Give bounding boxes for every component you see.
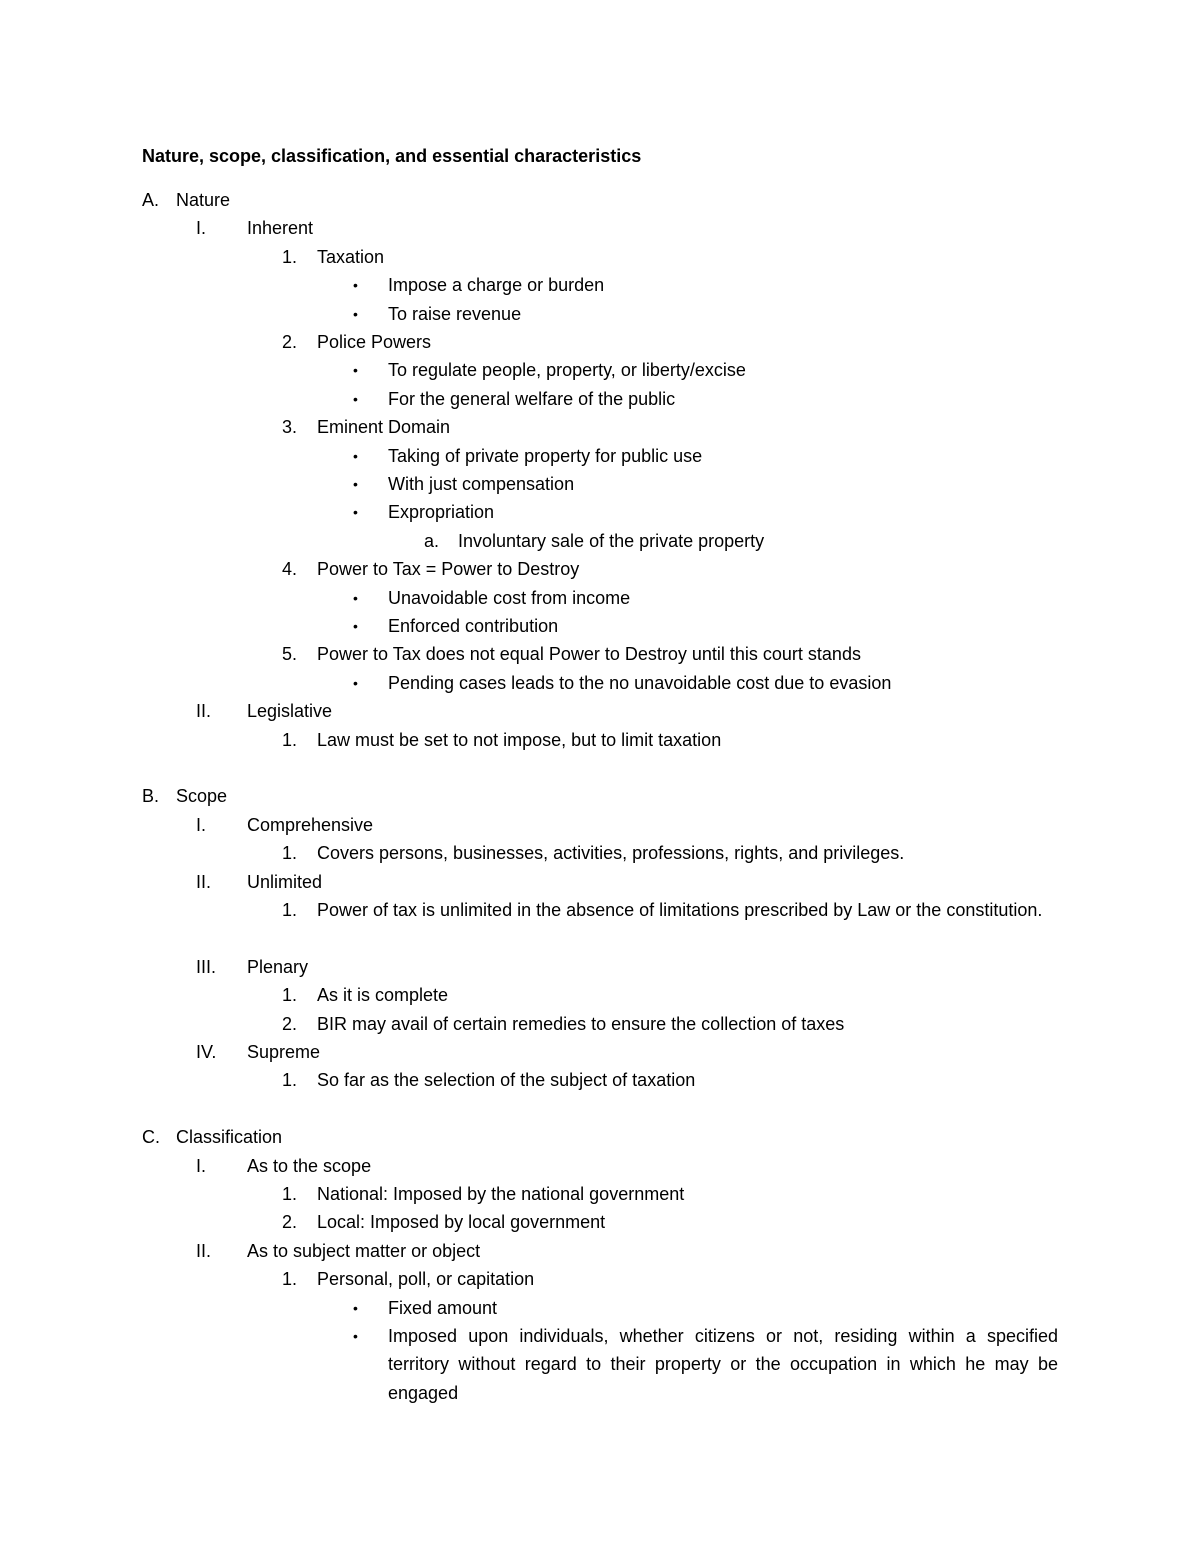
list-marker: 2.	[282, 1013, 298, 1034]
list-item-text: Covers persons, businesses, activities, professions, rights, and privileges.	[317, 843, 905, 864]
list-item-text: Enforced contribution	[388, 616, 559, 636]
list-item-text: Power to Tax does not equal Power to Destroy until this court stands	[317, 644, 861, 665]
list-item-text: To raise revenue	[388, 303, 522, 324]
list-item-text: Law must be set to not impose, but to limit taxation	[317, 729, 722, 750]
list-item-text: Local: Imposed by local government	[317, 1212, 606, 1233]
list-marker: 5.	[282, 644, 298, 665]
list-item-text: Imposed upon individuals, whether citizens or not, residing within a specified territory without regard to their property or the occupation in which he may be engaged	[388, 1326, 1058, 1403]
list-marker: 1.	[282, 843, 298, 864]
list-marker: II.	[196, 871, 212, 892]
list-item-text: Legislative	[247, 701, 333, 722]
bullet-marker: •	[353, 1299, 358, 1316]
list-marker: 1.	[282, 985, 298, 1006]
list-item-text: Impose a charge or burden	[388, 275, 605, 296]
list-marker: I.	[196, 814, 207, 835]
list-marker: IV.	[196, 1042, 217, 1062]
list-item-text: Taxation	[317, 246, 385, 267]
list-marker: 1.	[282, 1269, 298, 1290]
list-marker: II.	[196, 1240, 212, 1261]
list-item-text: Eminent Domain	[317, 417, 451, 438]
list-item-text: Unavoidable cost from income	[388, 587, 631, 608]
bullet-marker: •	[353, 362, 358, 379]
list-item-text: Scope	[176, 786, 228, 807]
list-marker: 2.	[282, 332, 298, 352]
list-marker: 1.	[282, 729, 298, 750]
bullet-marker: •	[353, 305, 358, 322]
bullet-marker: •	[353, 504, 358, 521]
bullet-marker: •	[353, 674, 358, 691]
list-item-text: Personal, poll, or capitation	[317, 1269, 535, 1290]
list-item-text: With just compensation	[388, 474, 575, 494]
list-marker: 2.	[282, 1212, 298, 1233]
list-item-text: Nature	[176, 190, 231, 210]
bullet-marker: •	[353, 476, 358, 492]
list-item-text: Power to Tax = Power to Destroy	[317, 559, 580, 580]
list-item-text: So far as the selection of the subject of taxation	[317, 1070, 696, 1091]
list-marker: a.	[424, 530, 440, 551]
list-marker: II.	[196, 701, 212, 722]
list-item-text: As it is complete	[317, 985, 449, 1006]
list-item-text: Inherent	[247, 218, 314, 239]
list-item-text: Supreme	[247, 1042, 321, 1062]
list-item-text: BIR may avail of certain remedies to ensure the collection of taxes	[317, 1013, 845, 1034]
bullet-marker: •	[353, 589, 358, 606]
list-item-text: Pending cases leads to the no unavoidable cost due to evasion	[388, 672, 892, 693]
list-item-text: As to the scope	[247, 1155, 372, 1176]
list-item-text: Taking of private property for public use	[388, 445, 703, 466]
list-marker: 4.	[282, 559, 298, 580]
bullet-marker: •	[353, 447, 358, 464]
list-item-text: Police Powers	[317, 332, 432, 352]
list-item-text: Power of tax is unlimited in the absence of limitations prescribed by Law or the constitution.	[317, 900, 1043, 920]
list-marker: 1.	[282, 1070, 298, 1091]
list-marker: C.	[142, 1127, 160, 1148]
list-marker: 3.	[282, 417, 298, 438]
list-marker: 1.	[282, 900, 298, 920]
list-item-text: Plenary	[247, 956, 309, 977]
list-item-text: As to subject matter or object	[247, 1240, 481, 1261]
list-marker: I.	[196, 218, 207, 239]
bullet-marker: •	[353, 618, 358, 634]
list-item-text: Fixed amount	[388, 1297, 498, 1318]
list-item-text: Classification	[176, 1127, 283, 1148]
document-title	[142, 142, 641, 170]
list-item-text: For the general welfare of the public	[388, 388, 676, 409]
list-marker: III.	[196, 956, 217, 977]
bullet-marker: •	[353, 390, 358, 407]
list-item-text: Comprehensive	[247, 814, 374, 835]
bullet-marker: •	[353, 277, 358, 294]
list-marker: B.	[142, 786, 160, 807]
list-marker: A.	[142, 190, 160, 210]
list-marker: I.	[196, 1155, 207, 1176]
bullet-marker: •	[353, 1328, 358, 1344]
list-item-text: Unlimited	[247, 871, 323, 892]
list-item-text: National: Imposed by the national government	[317, 1184, 685, 1204]
list-item-text: Involuntary sale of the private property	[458, 530, 765, 551]
list-item-text: Expropriation	[388, 502, 495, 523]
list-marker: 1.	[282, 1184, 298, 1204]
document-title-text: Nature, scope, classification, and essential characteristics	[142, 146, 642, 166]
list-item-text: To regulate people, property, or liberty/excise	[388, 360, 746, 381]
list-marker: 1.	[282, 246, 298, 267]
